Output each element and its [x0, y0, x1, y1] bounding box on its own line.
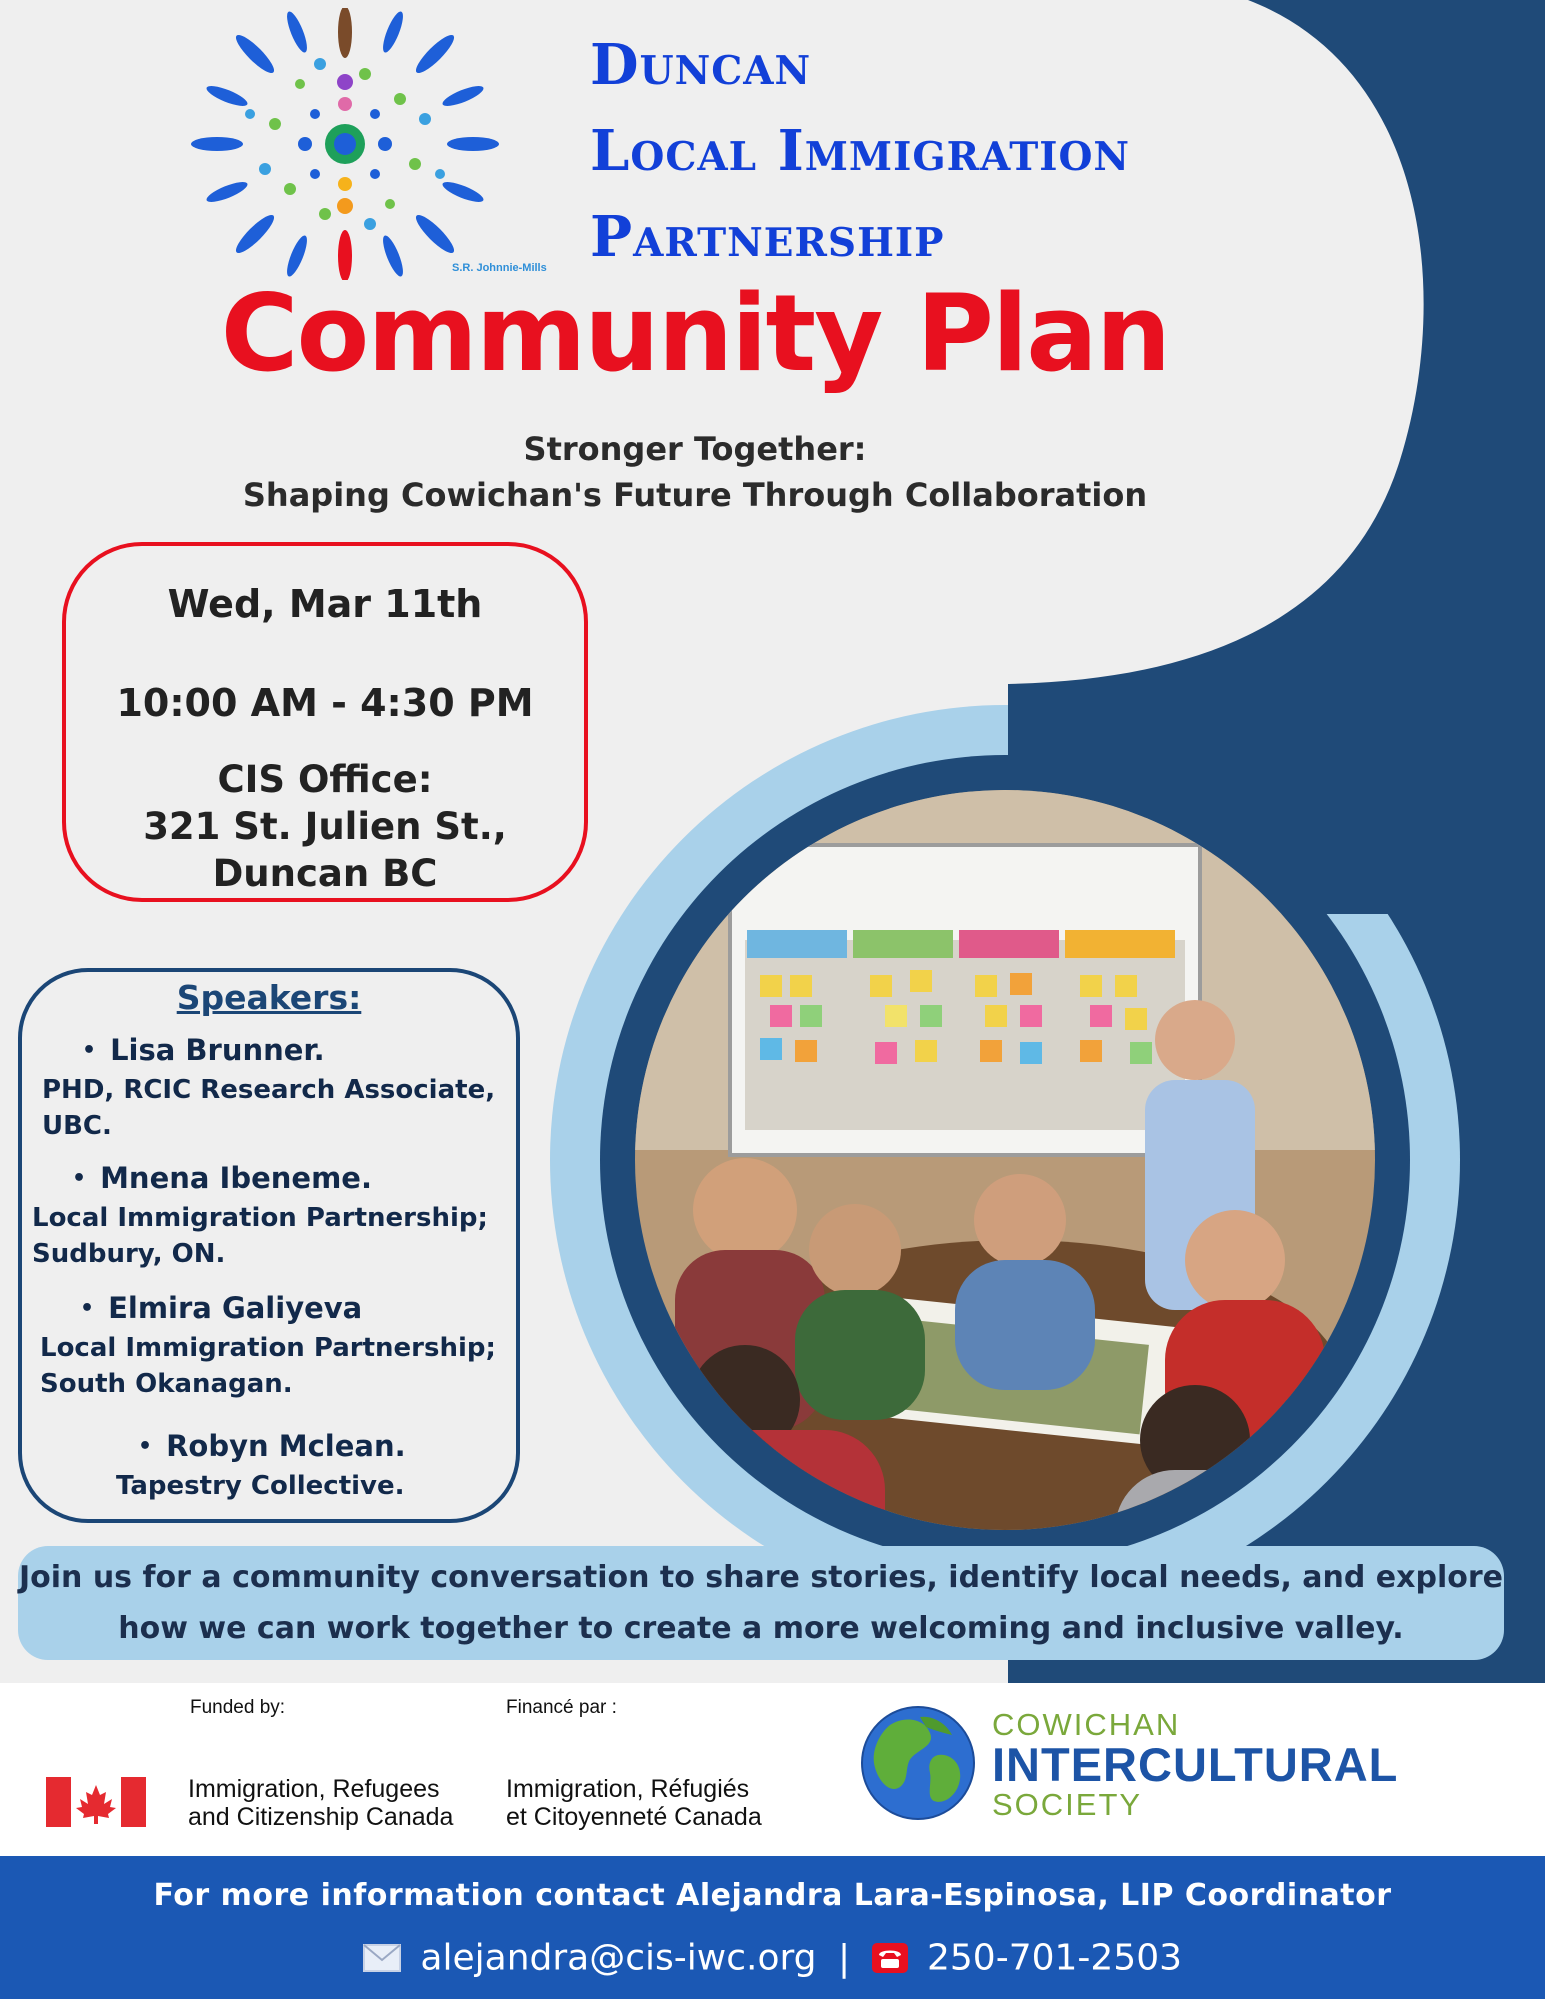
speaker-item	[42, 1032, 496, 1144]
footer-separator: |	[837, 1937, 851, 1979]
speakers-box	[18, 968, 520, 1523]
speaker-affiliation: Tapestry Collective.	[116, 1471, 405, 1501]
cta-line1: Join us for a community conversation to share stories, identify local needs, and explore	[18, 1560, 1504, 1595]
speaker-item	[40, 1290, 496, 1402]
speaker-item	[32, 1160, 488, 1272]
speaker-name: • Elmira Galiyeva	[60, 1290, 496, 1330]
footer-contact-details	[0, 1936, 1545, 1979]
speaker-name: • Mnena Ibeneme.	[56, 1160, 488, 1200]
speaker-affiliation: Local Immigration Partnership;	[32, 1203, 488, 1233]
event-date: Wed, Mar 11th	[167, 582, 483, 626]
subtitle-line2: Shaping Cowichan's Future Through Collaboration	[242, 476, 1148, 514]
ircc-french-line2: et Citoyenneté Canada	[506, 1803, 762, 1831]
location-line1: CIS Office:	[217, 758, 433, 801]
speaker-affiliation: Sudbury, ON.	[32, 1239, 226, 1269]
speaker-affiliation: South Okanagan.	[40, 1369, 293, 1399]
cis-logo-line2: INTERCULTURAL	[992, 1738, 1399, 1791]
workshop-photo-illustration	[635, 790, 1375, 1530]
footer-email[interactable]: alejandra@cis-iwc.org	[420, 1937, 817, 1979]
sun-mandala-logo-icon	[185, 8, 505, 280]
call-to-action	[18, 1546, 1504, 1660]
ircc-english-line1: Immigration, Refugees	[188, 1775, 440, 1803]
event-time: 10:00 AM - 4:30 PM	[116, 681, 534, 725]
cis-logo-text	[992, 1707, 1398, 1823]
speaker-item	[116, 1428, 406, 1504]
speaker-name: • Lisa Brunner.	[62, 1032, 495, 1072]
org-title-line2: Local Immigration	[590, 118, 1131, 184]
workshop-photo	[635, 790, 1375, 1530]
speakers-heading: Speakers:	[176, 978, 362, 1017]
event-info-box	[62, 542, 588, 902]
canada-flag-icon	[46, 1777, 146, 1827]
artist-credit: S.R. Johnnie-Mills	[452, 262, 547, 274]
speaker-affiliation: UBC.	[42, 1111, 112, 1141]
phone-icon	[872, 1943, 908, 1973]
envelope-icon	[363, 1944, 401, 1972]
subtitle-line1: Stronger Together:	[523, 430, 867, 468]
cta-line2: how we can work together to create a more welcoming and inclusive valley.	[118, 1611, 1404, 1646]
ircc-french	[506, 1775, 762, 1831]
ircc-french-line1: Immigration, Réfugiés	[506, 1775, 750, 1803]
finance-par-label: Financé par :	[506, 1697, 617, 1718]
cis-logo-line1: COWICHAN	[992, 1707, 1181, 1742]
globe-icon	[860, 1705, 976, 1821]
location-line3: Duncan BC	[212, 852, 438, 895]
speaker-affiliation: Local Immigration Partnership;	[40, 1333, 496, 1363]
funded-by-label: Funded by:	[190, 1697, 286, 1718]
contact-footer	[0, 1856, 1545, 1999]
event-location	[66, 756, 584, 897]
footer-contact-line: For more information contact Alejandra Lara-Espinosa, LIP Coordinator	[153, 1878, 1392, 1913]
funding-strip	[0, 1683, 1545, 1856]
ircc-english-line2: and Citizenship Canada	[188, 1803, 454, 1831]
ircc-english	[188, 1775, 453, 1831]
org-title	[590, 22, 1290, 280]
org-title-line3: Partnership	[590, 204, 945, 270]
footer-phone[interactable]: 250-701-2503	[927, 1937, 1183, 1979]
cis-logo-line3: SOCIETY	[992, 1787, 1143, 1822]
location-line2: 321 St. Julien St.,	[143, 805, 507, 848]
page-title: Community Plan	[220, 272, 1170, 395]
org-title-line1: Duncan	[590, 32, 812, 98]
subtitle	[0, 426, 1390, 518]
speaker-name: • Robyn Mclean.	[128, 1428, 406, 1468]
speaker-affiliation: PHD, RCIC Research Associate,	[42, 1075, 496, 1105]
